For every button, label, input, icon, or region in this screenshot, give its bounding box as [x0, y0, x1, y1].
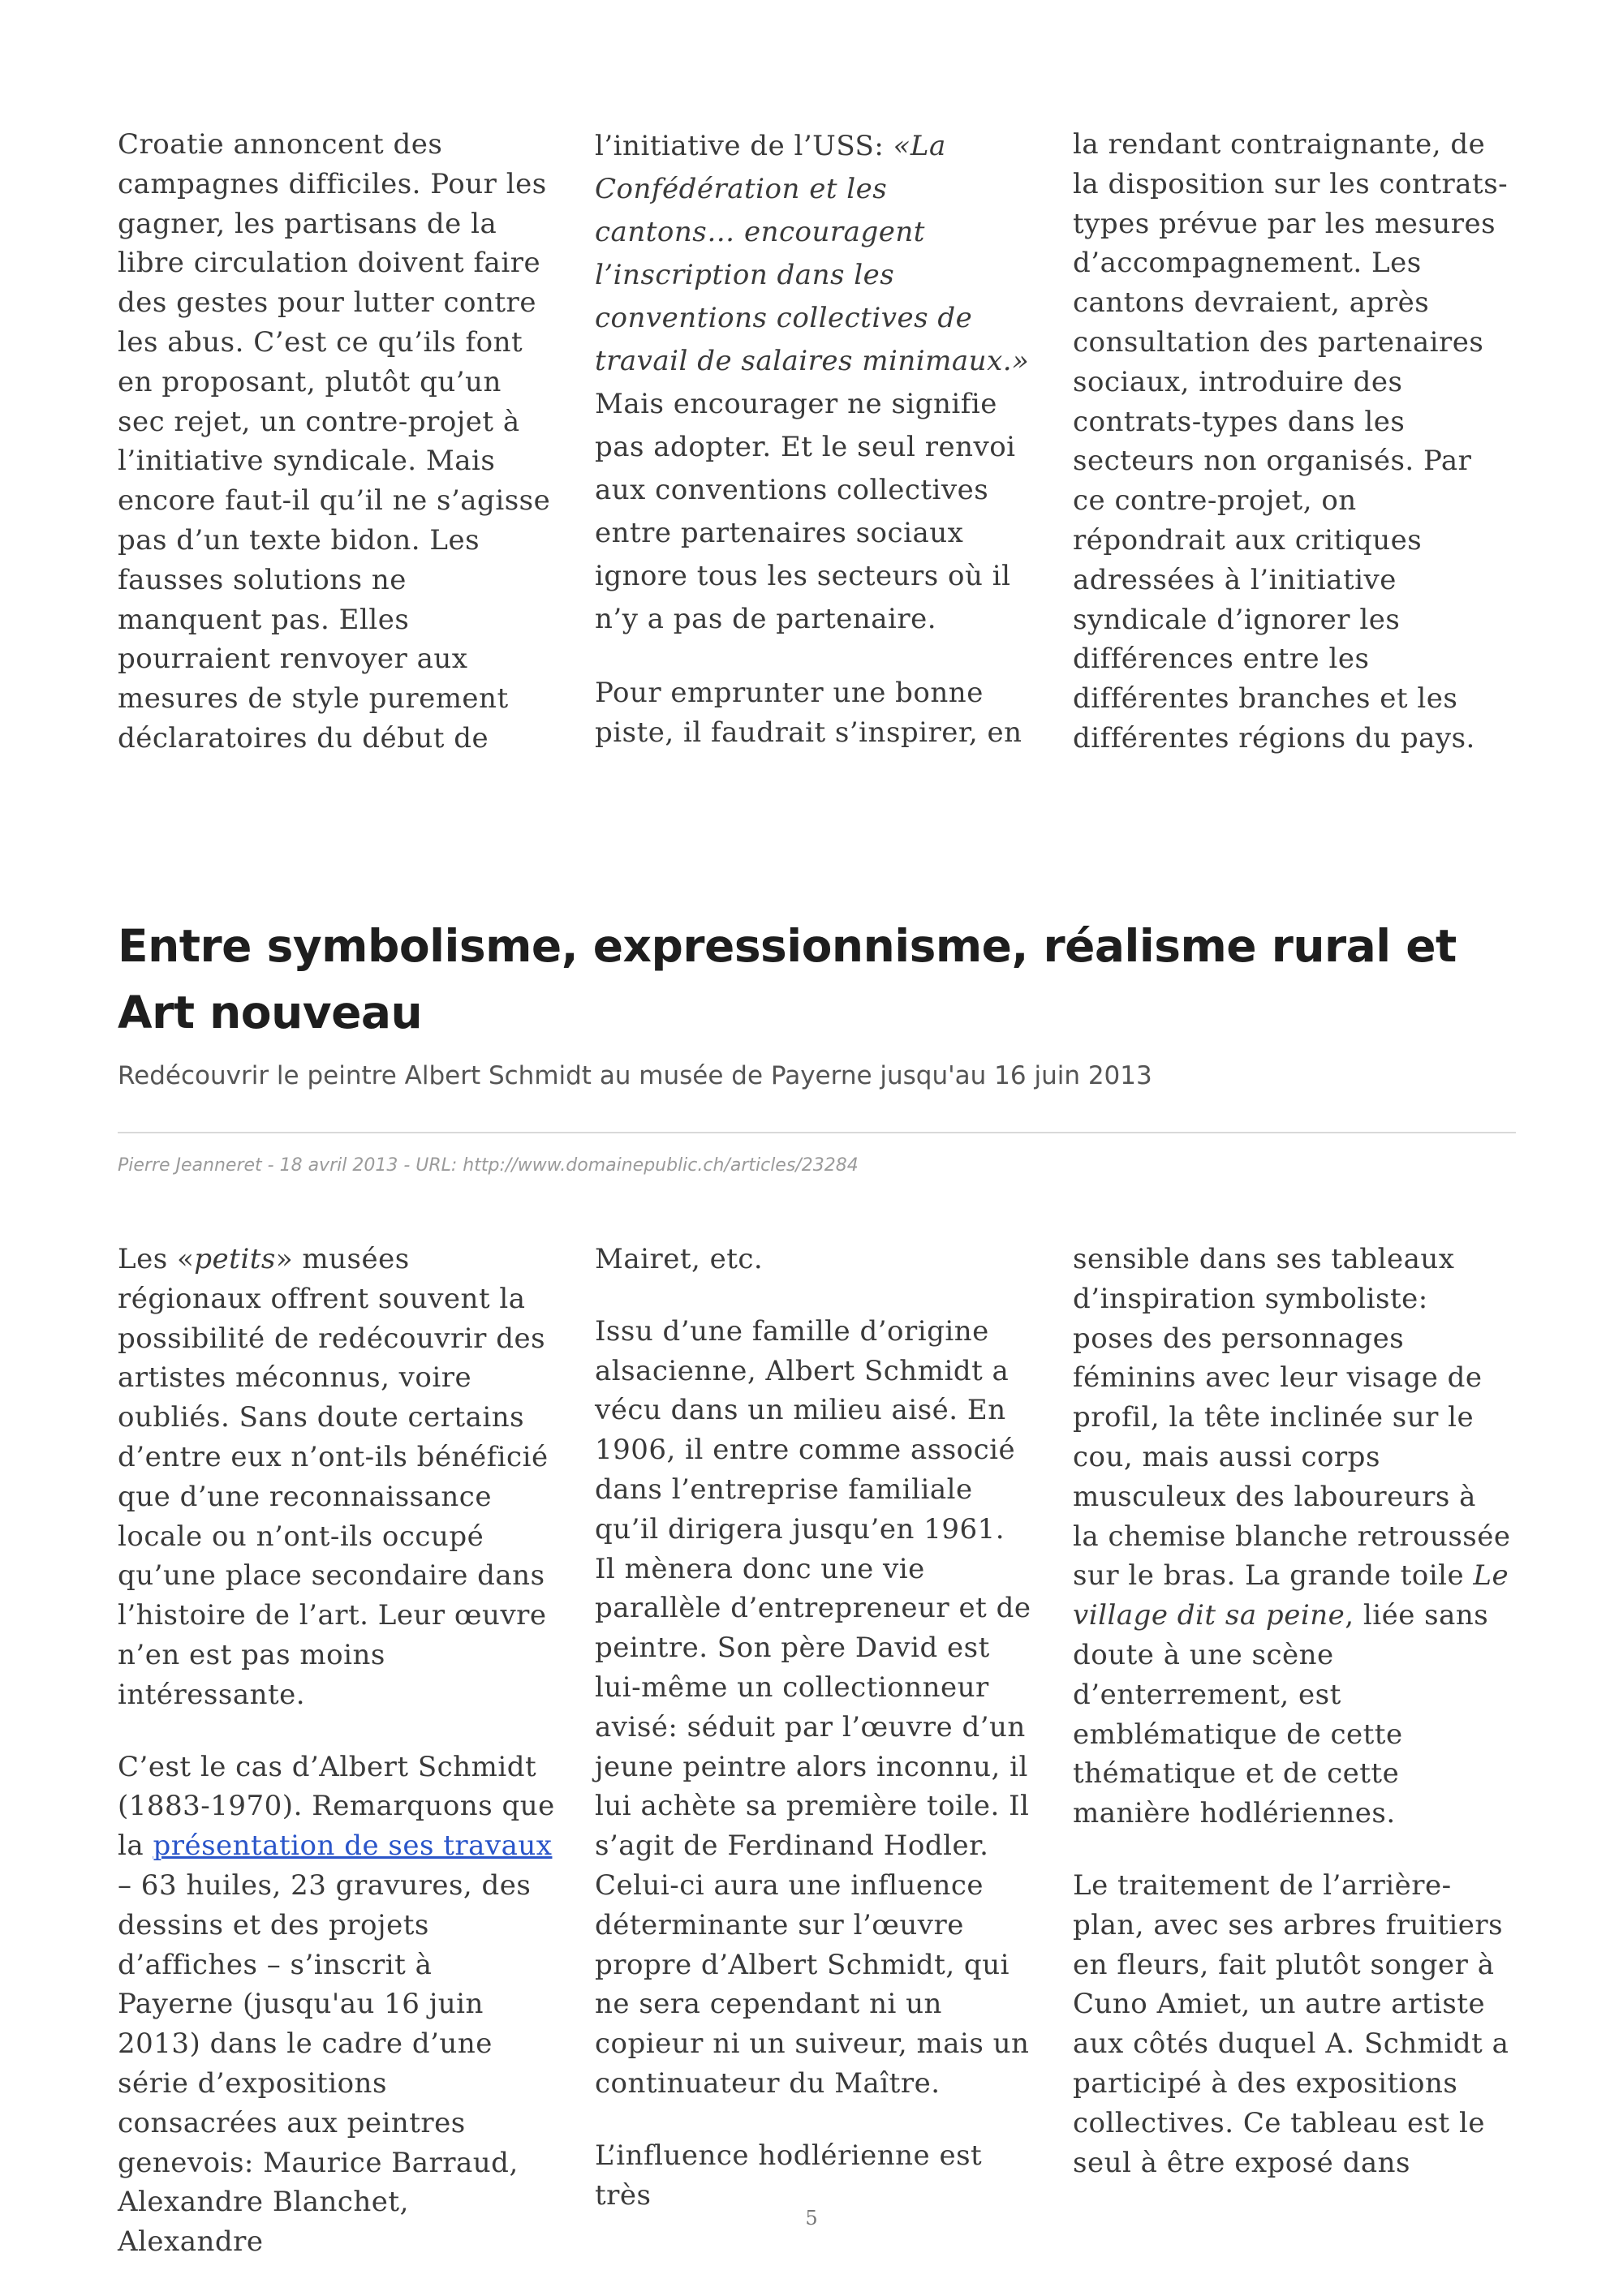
article1-col1-paragraph: Croatie annoncent des campagnes difficiles. Pour les gagner, les partisans de la libre circulation doivent faire des gestes pour lutter contre les abus. C’est ce qu’ils font en proposant, plutôt qu’un sec rejet, un contre-projet à l’initiative syndicale. Mais encore faut-il qu’il ne s’agisse pas d’un texte bidon. Les fausses solutions ne manquent pas. Elles pourraient renvoyer aux mesures de style purement déclaratoires du début de	[118, 128, 551, 755]
painting-title: Le village dit sa peine	[1073, 1559, 1509, 1632]
article2-col3-paragraph-1	[1073, 1240, 1511, 1834]
col2-rest: Mais encourager ne signifie pas adopter. Et le seul renvoi aux conventions collectives entre partenaires sociaux ignore tous les secteurs où il n’y a pas de partenaire.	[595, 388, 1016, 635]
article-meta: Pierre Jeanneret - 18 avril 2013 - URL: http://www.domainepublic.ch/articles/23284	[118, 1155, 859, 1176]
page-number: 5	[805, 2207, 818, 2229]
article2-col1-paragraph-1	[118, 1240, 556, 1715]
c1p2-end: – 63 huiles, 23 gravures, des dessins et des projets d’affiches – s’inscrit à Payerne (jusqu'au 16 juin 2013) dans le cadre d’une série d’expositions consacrées aux peintres genevois: Maurice Barraud, Alexandre Blanchet, Alexandre	[118, 1868, 532, 2259]
uss-initiative-quote: «La Confédération et les cantons… encouragent l’inscription dans les conventions collectives de travail de salaires minimaux.»	[595, 130, 1030, 377]
c1p1-end: » musées régionaux offrent souvent la possibilité de redécouvrir des artistes méconnus, voire oubliés. Sans doute certains d’entre eux n’ont-ils bénéficié que d’une reconnaissance locale ou n’ont-ils occupé qu’une place secondaire dans l’histoire de l’art. Leur œuvre n’en est pas moins intéressante.	[118, 1243, 549, 1711]
article2-column-3	[1073, 1240, 1511, 2182]
article2-col2-paragraph-1: Mairet, etc.	[595, 1243, 764, 1275]
article1-col3-paragraph: la rendant contraignante, de la disposition sur les contrats-types prévue par les mesures d’accompagnement. Les cantons devraient, après consultation des partenaires sociaux, introduire des contrats-types dans les secteurs non organisés. Par ce contre-projet, on répondrait aux critiques adressées à l’initiative syndicale d’ignorer les différences entre les différentes branches et les différentes régions du pays.	[1073, 128, 1509, 755]
article1-column-3	[1073, 125, 1511, 759]
article-title: Entre symbolisme, expressionnisme, réalisme rural et Art nouveau	[118, 920, 1457, 1038]
c1p1-start: Les «	[118, 1243, 195, 1275]
article2-col3-paragraph-2: Le traitement de l’arrière-plan, avec ses arbres fruitiers en fleurs, fait plutôt songer à Cuno Amiet, un autre artiste aux côtés duquel A. Schmidt a participé à des expositions collectives. Ce tableau est le seul à être exposé dans	[1073, 1868, 1509, 2179]
c1p2-start: C’est le cas d’Albert Schmidt (1883-1970). Remarquons que la	[118, 1750, 555, 1863]
article2-column-1	[118, 1240, 556, 2262]
article2-col2-paragraph-3: L’influence hodlérienne est très	[595, 2139, 983, 2212]
article2-col1-paragraph-2	[118, 1748, 556, 2262]
article1-column-2	[595, 125, 1033, 753]
presentation-link[interactable]: présentation de ses travaux	[153, 1829, 553, 1863]
article1-column-1	[118, 125, 556, 759]
article2-col2-paragraph-2: Issu d’une famille d’origine alsacienne, Albert Schmidt a vécu dans un milieu aisé. En 1906, il entre comme associé dans l’entreprise familiale qu’il dirigera jusqu’en 1961. Il mènera donc une vie parallèle d’entrepreneur et de peintre. Son père David est lui-même un collectionneur avisé: séduit par l’œuvre d’un jeune peintre alors inconnu, il lui achète sa première toile. Il s’agit de Ferdinand Hodler. Celui-ci aura une influence déterminante sur l’œuvre propre d’Albert Schmidt, qui ne sera cependant ni un copieur ni un suiveur, mais un continuateur du Maître.	[595, 1314, 1031, 2100]
header-divider	[118, 1132, 1516, 1133]
c1p1-italic: petits	[194, 1243, 276, 1275]
article2-column-2	[595, 1240, 1033, 2215]
c3p1-end: , liée sans doute à une scène d’enterrement, est emblématique de cette thématique et de cette manière hodlériennes.	[1073, 1599, 1489, 1830]
c3p1-start: sensible dans ses tableaux d’inspiration symboliste: poses des personnages féminins avec leur visage de profil, la tête inclinée sur le cou, mais aussi corps musculeux des laboureurs à la chemise blanche retroussée sur le bras. La grande toile	[1073, 1243, 1511, 1593]
article-subtitle: Redécouvrir le peintre Albert Schmidt au musée de Payerne jusqu'au 16 juin 2013	[118, 1061, 1152, 1090]
col2-intro: l’initiative de l’USS:	[595, 130, 893, 162]
article1-col2-paragraph-1	[595, 125, 1033, 641]
article1-col2-paragraph-2: Pour emprunter une bonne piste, il faudrait s’inspirer, en	[595, 677, 1022, 749]
